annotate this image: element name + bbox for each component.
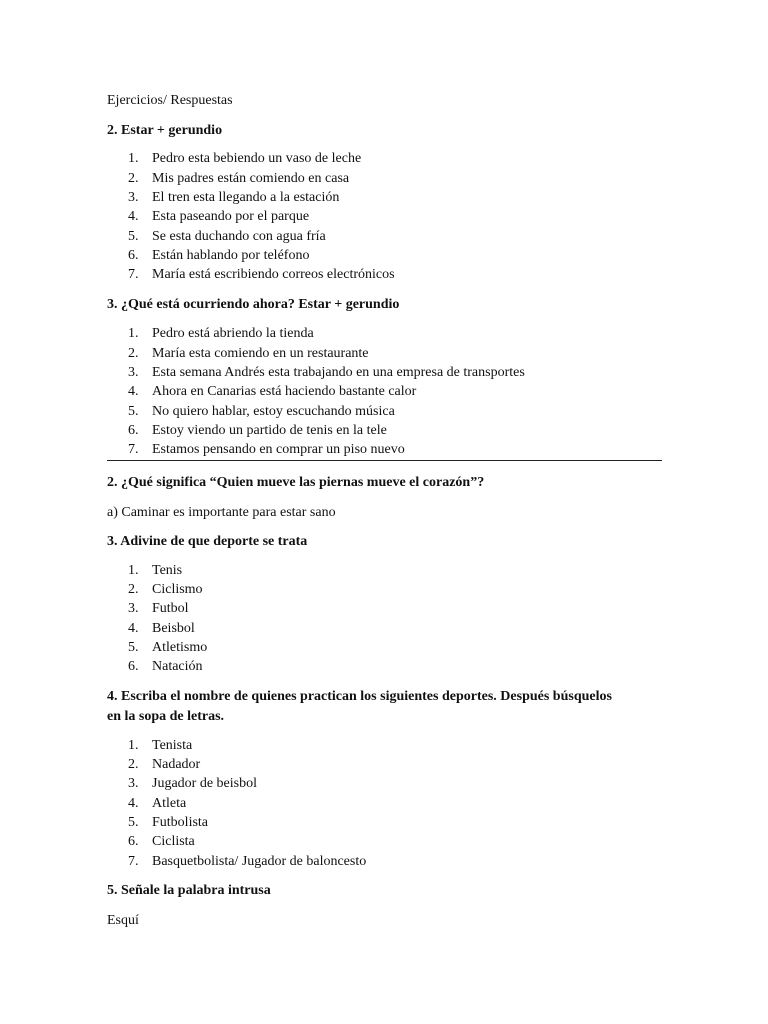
list-item: 6. Estoy viendo un partido de tenis en la tele <box>128 423 387 438</box>
answer-text: Esquí <box>107 913 139 928</box>
list-item: 7. Basquetbolista/ Jugador de baloncesto <box>128 854 367 869</box>
list-item: 7. María está escribiendo correos electrónicos <box>128 267 395 282</box>
list-item: 4. Atleta <box>128 796 187 811</box>
list-item: 2. María esta comiendo en un restaurante <box>128 346 369 361</box>
list-item: 2. Ciclismo <box>128 582 203 597</box>
list-item: 4. Ahora en Canarias está haciendo bastante calor <box>128 384 417 399</box>
list-item: 3. Jugador de beisbol <box>128 776 257 791</box>
horizontal-divider <box>107 460 662 461</box>
list-item: 4. Beisbol <box>128 621 195 636</box>
list-item: 3. Esta semana Andrés esta trabajando en una empresa de transportes <box>128 365 525 380</box>
section-heading-adivine-deporte: 3. Adivine de que deporte se trata <box>107 534 308 549</box>
list-item: 7. Estamos pensando en comprar un piso nuevo <box>128 442 405 457</box>
section-heading-que-esta-ocurriendo: 3. ¿Qué está ocurriendo ahora? Estar + gerundio <box>107 297 400 312</box>
list-item: 2. Mis padres están comiendo en casa <box>128 171 350 186</box>
answer-text: a) Caminar es importante para estar sano <box>107 505 336 520</box>
section-heading-escriba-nombre: 4. Escriba el nombre de quienes practican los siguientes deportes. Después búsquelos <box>107 689 612 704</box>
section-heading-que-significa: 2. ¿Qué significa “Quien mueve las piernas mueve el corazón”? <box>107 475 485 490</box>
section-heading-estar-gerundio: 2. Estar + gerundio <box>107 123 223 138</box>
list-item: 5. Futbolista <box>128 815 209 830</box>
list-item: 1. Tenista <box>128 738 193 753</box>
list-item: 5. Atletismo <box>128 640 208 655</box>
list-item: 6. Ciclista <box>128 834 195 849</box>
list-item: 2. Nadador <box>128 757 201 772</box>
section-heading-escriba-nombre-cont: en la sopa de letras. <box>107 709 225 724</box>
list-item: 6. Natación <box>128 659 203 674</box>
section-heading-palabra-intrusa: 5. Señale la palabra intrusa <box>107 883 271 898</box>
list-item: 4. Esta paseando por el parque <box>128 209 310 224</box>
list-item: 1. Pedro está abriendo la tienda <box>128 326 314 341</box>
list-item: 3. Futbol <box>128 601 189 616</box>
list-item: 1. Pedro esta bebiendo un vaso de leche <box>128 151 362 166</box>
list-item: 5. Se esta duchando con agua fría <box>128 229 326 244</box>
document-title: Ejercicios/ Respuestas <box>107 93 233 108</box>
list-item: 6. Están hablando por teléfono <box>128 248 310 263</box>
list-item: 5. No quiero hablar, estoy escuchando música <box>128 404 395 419</box>
list-item: 1. Tenis <box>128 563 183 578</box>
list-item: 3. El tren esta llegando a la estación <box>128 190 340 205</box>
